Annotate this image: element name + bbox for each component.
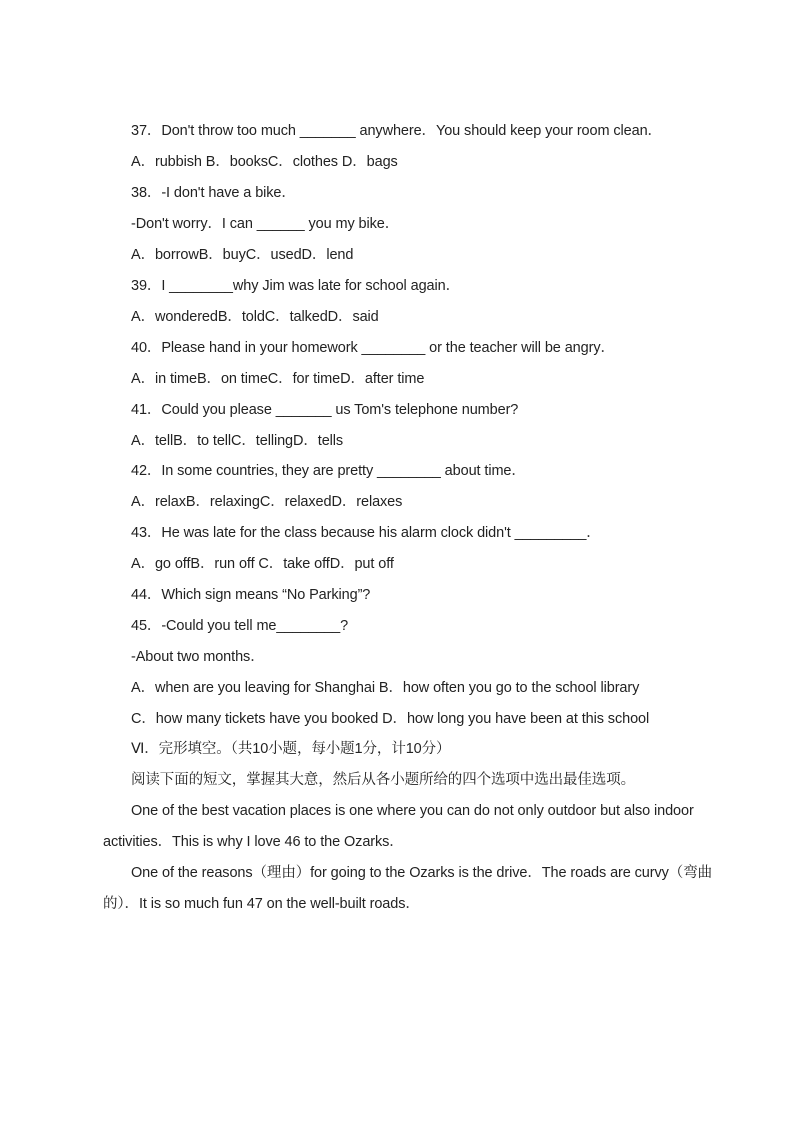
question-45-reply: -About two months． (131, 649, 265, 665)
question-40: 40．Please hand in your homework ________ or the teacher will be angry． (131, 340, 615, 356)
question-38-options: A．borrowB．buyC．usedD．lend (131, 247, 354, 263)
passage-line-2: activities．This is why I love 46 to the Ozarks． (103, 834, 404, 850)
question-41-options: A．tellB．to tellC．tellingD．tells (131, 433, 344, 449)
question-45: 45．-Could you tell me________? (131, 618, 349, 634)
section-instructions: 阅读下面的短文，掌握其大意，然后从各小题所给的四个选项中选出最佳选项。 (131, 772, 635, 788)
passage-line-3: One of the reasons（理由）for going to the Ozarks is the drive．The roads are curvy（弯曲 (131, 865, 712, 881)
question-42: 42．In some countries, they are pretty ________ about time． (131, 463, 526, 479)
question-41: 41．Could you please _______ us Tom's telephone number? (131, 402, 519, 418)
question-45-options-cd: C．how many tickets have you booked D．how long you have been at this school (131, 711, 650, 727)
question-45-options-ab: A．when are you leaving for Shanghai B．how often you go to the school library (131, 680, 640, 696)
question-43: 43．He was late for the class because his alarm clock didn't _________． (131, 525, 601, 541)
question-44: 44．Which sign means “No Parking”? (131, 587, 371, 603)
question-37: 37．Don't throw too much _______ anywhere．You should keep your room clean． (131, 123, 662, 139)
section-heading: Ⅵ．完形填空。（共10小题，每小题1分，计10分） (131, 741, 451, 757)
passage-line-4: 的）．It is so much fun 47 on the well-built roads． (103, 896, 420, 912)
question-38: 38．-I don't have a bike． (131, 185, 296, 201)
question-39: 39．I ________why Jim was late for school again． (131, 278, 460, 294)
question-42-options: A．relaxB．relaxingC．relaxedD．relaxes (131, 494, 403, 510)
question-39-options: A．wonderedB．toldC．talkedD．said (131, 309, 379, 325)
question-37-options: A．rubbish B．booksC．clothes D．bags (131, 154, 398, 170)
question-40-options: A．in timeB．on timeC．for timeD．after time (131, 371, 425, 387)
question-43-options: A．go offB．run off C．take offD．put off (131, 556, 394, 572)
question-38-reply: -Don't worry．I can ______ you my bike． (131, 216, 400, 232)
passage-line-1: One of the best vacation places is one where you can do not only outdoor but also indoor (131, 803, 694, 819)
